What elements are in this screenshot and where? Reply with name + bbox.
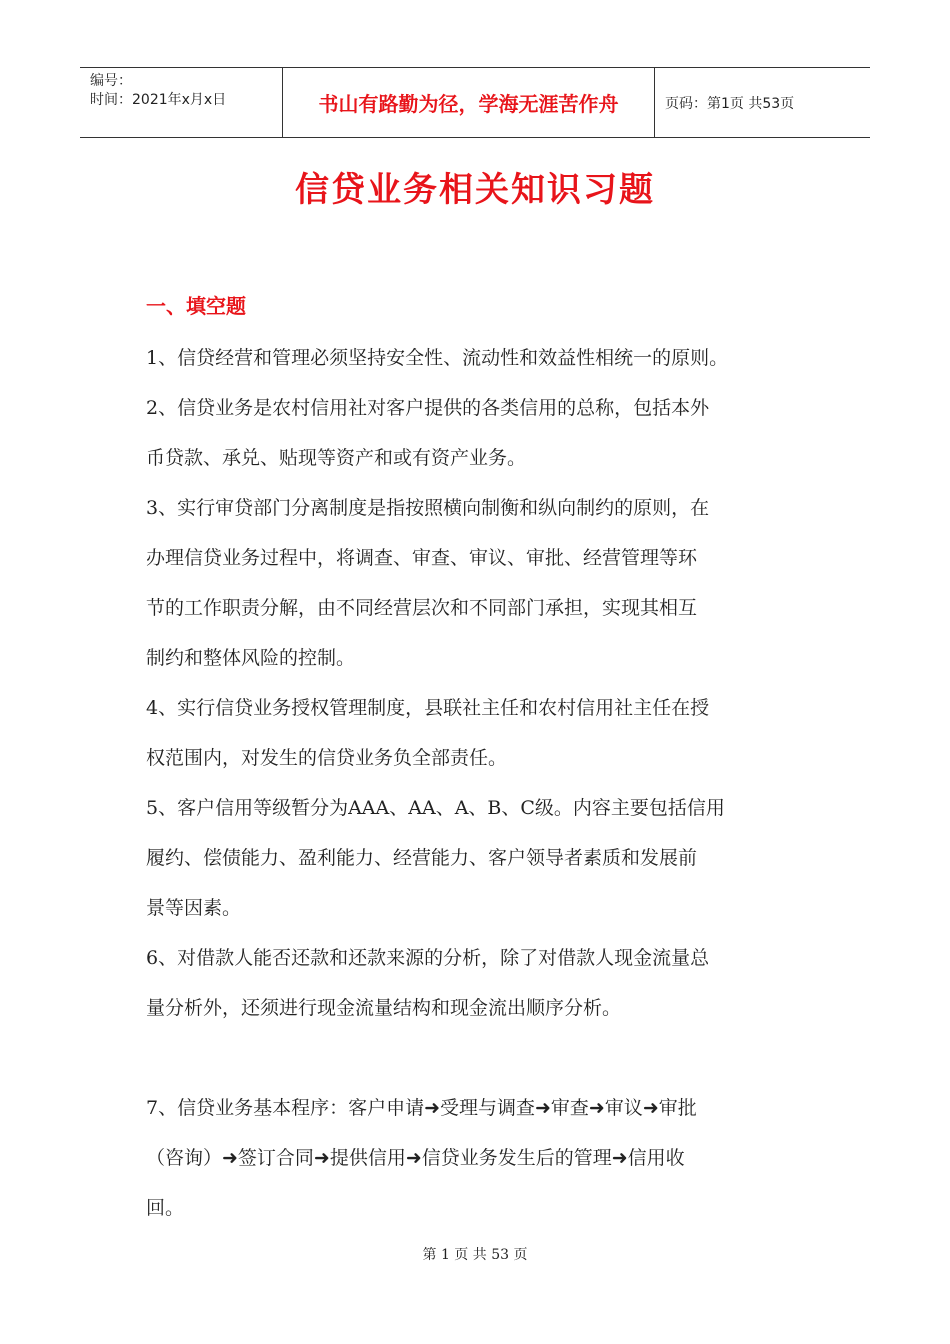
body-line: 6、对借款人能否还款和还款来源的分析，除了对借款人现金流量总 [146,947,710,969]
body-line: 5、客户信用等级暂分为AAA、AA、A、B、C级。内容主要包括信用 [146,797,725,819]
section-heading: 一、填空题 [146,294,246,318]
body-line: 7、信贷业务基本程序：客户申请➜受理与调查➜审查➜审议➜审批 [146,1097,697,1119]
header-page-info: 页码：第1页 共53页 [665,95,795,112]
body-line: 量分析外，还须进行现金流量结构和现金流出顺序分析。 [146,997,622,1019]
body-line: 2、信贷业务是农村信用社对客户提供的各类信用的总称，包括本外 [146,397,710,419]
time-label: 时间：2021年x月x日 [90,92,227,108]
page-footer: 第 1 页 共 53 页 [422,1247,528,1263]
body-line: 4、实行信贷业务授权管理制度，县联社主任和农村信用社主任在授 [146,697,710,719]
header-motto: 书山有路勤为径，学海无涯苦作舟 [282,68,655,137]
body-line: 办理信贷业务过程中，将调查、审查、审议、审批、经营管理等环 [146,547,698,569]
body-line: 币贷款、承兑、贴现等资产和或有资产业务。 [146,447,527,469]
number-label: 编号： [90,73,132,89]
document-title: 信贷业务相关知识习题 [295,170,655,210]
document-header [80,67,870,138]
body-line: 回。 [146,1197,185,1219]
body-line: 履约、偿债能力、盈利能力、经营能力、客户领导者素质和发展前 [146,847,698,869]
paragraph-gap [146,1033,826,1083]
body-line: 1、信贷经营和管理必须坚持安全性、流动性和效益性相统一的原则。 [146,347,729,369]
body-line: 权范围内，对发生的信贷业务负全部责任。 [146,747,508,769]
body-line: 景等因素。 [146,897,242,919]
body-line: 节的工作职责分解，由不同经营层次和不同部门承担，实现其相互 [146,597,698,619]
header-meta [80,68,282,137]
body-line: 制约和整体风险的控制。 [146,647,356,669]
body-line: 3、实行审贷部门分离制度是指按照横向制衡和纵向制约的原则，在 [146,497,710,519]
body-line: （咨询）➜签订合同➜提供信用➜信贷业务发生后的管理➜信用收 [146,1147,685,1169]
document-body [146,333,826,1233]
